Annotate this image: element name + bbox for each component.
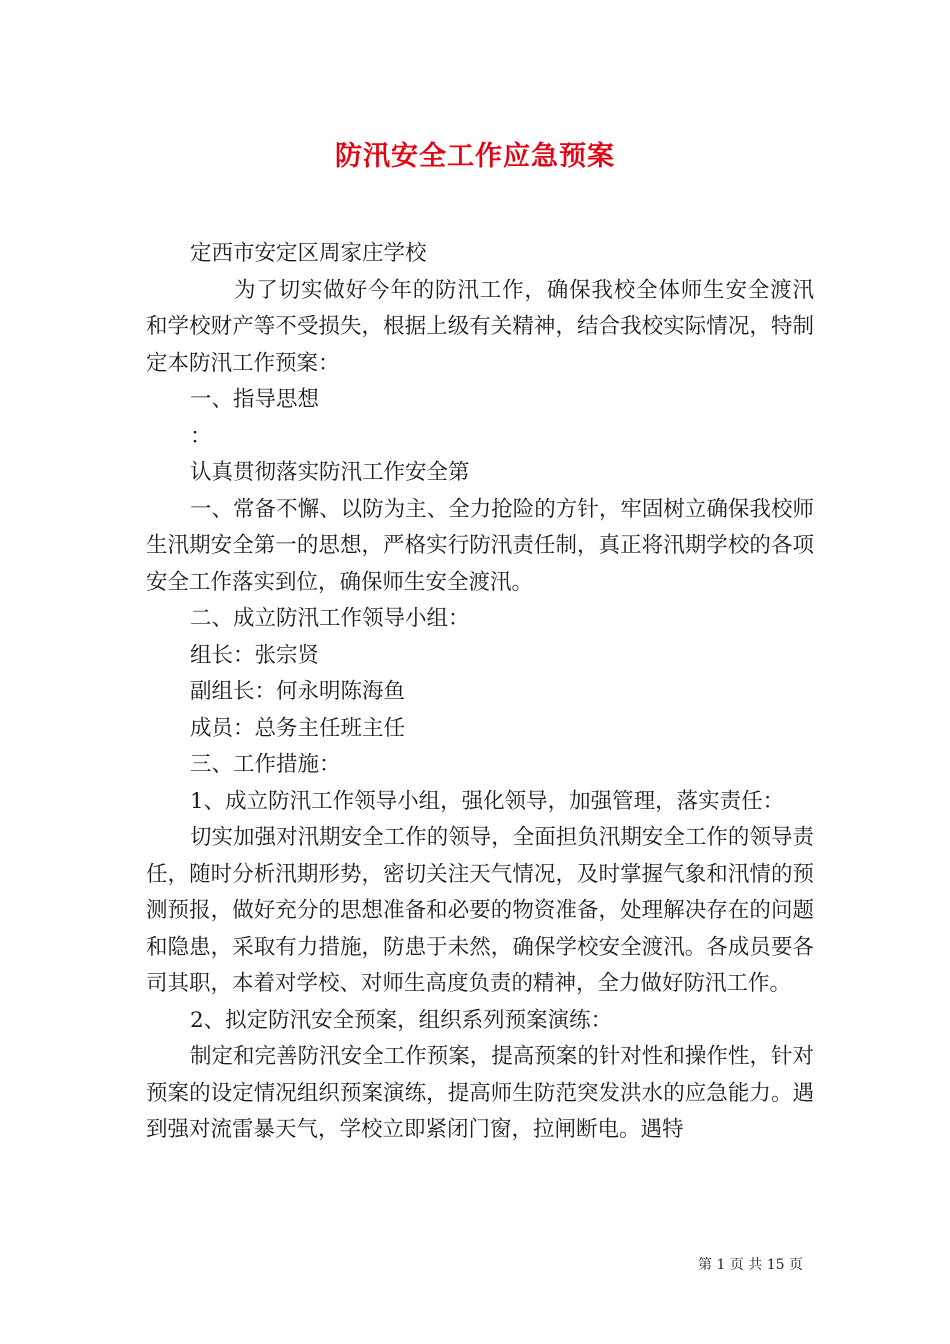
paragraph: 认真贯彻落实防汛工作安全第 — [190, 460, 470, 485]
section-heading: 二、成立防汛工作领导小组： — [190, 606, 470, 631]
paragraph: 1、成立防汛工作领导小组，强化领导，加强管理，落实责任： — [190, 788, 785, 814]
document-body — [146, 236, 814, 1149]
paragraph: ： — [190, 423, 212, 449]
paragraph: 副组长：何永明陈海鱼 — [190, 679, 406, 704]
paragraph: 成员：总务主任班主任 — [190, 715, 406, 741]
paragraph: 制定和完善防汛安全工作预案，提高预案的针对性和操作性，针对预案的设定情况组织预案演练，提高师生防范突发洪水的应急能力。遇到强对流雷暴天气，学校立即紧闭门窗，拉闸断电。遇特 — [146, 1044, 814, 1142]
paragraph: 为了切实做好今年的防汛工作，确保我校全体师生安全渡汛和学校财产等不受损失，根据上级有关精神，结合我校实际情况，特制定本防汛工作预案： — [146, 277, 814, 376]
paragraph: 2、拟定防汛安全预案，组织系列预案演练： — [190, 1007, 613, 1033]
page-number: 第 1 页 共 15 页 — [698, 1257, 803, 1273]
paragraph: 切实加强对汛期安全工作的领导，全面担负汛期安全工作的领导责任，随时分析汛期形势，密切关注天气情况，及时掌握气象和汛情的预测预报，做好充分的思想准备和必要的物资准备，处理解决存在的问题和隐患，采取有力措施，防患于未然，确保学校安全渡汛。各成员要各司其职，本着对学校、对师生高度负责的精神，全力做好防汛工作。 — [146, 825, 814, 996]
paragraph: 一、常备不懈、以防为主、全力抢险的方针，牢固树立确保我校师生汛期安全第一的思想，严格实行防汛责任制，真正将汛期学校的各项安全工作落实到位，确保师生安全渡汛。 — [146, 496, 814, 595]
school-name: 定西市安定区周家庄学校 — [190, 241, 427, 266]
document-title: 防汛安全工作应急预案 — [335, 141, 615, 172]
section-heading: 一、指导思想 — [190, 387, 320, 412]
section-heading: 三、工作措施： — [190, 752, 341, 777]
paragraph: 组长：张宗贤 — [190, 642, 320, 668]
